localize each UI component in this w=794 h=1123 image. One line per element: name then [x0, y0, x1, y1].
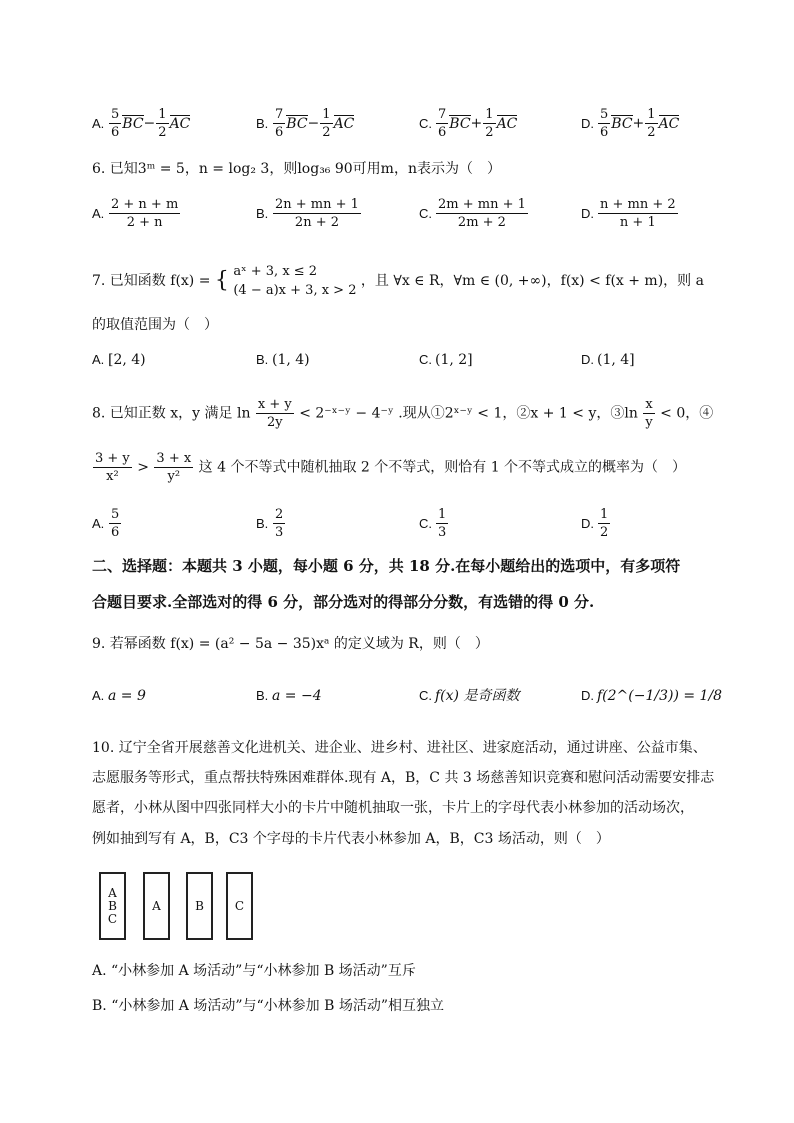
option-frac — [436, 506, 448, 541]
option-frac — [109, 506, 121, 541]
vector-ac: AC — [496, 115, 518, 132]
coef-b-den: 2 — [322, 125, 331, 140]
coef-b-den: 2 — [485, 125, 494, 140]
q8-option-d[interactable] — [581, 506, 611, 541]
q5-option-d[interactable] — [581, 106, 679, 141]
option-letter: C. — [419, 115, 432, 131]
option-frac-num: n + mn + 2 — [600, 197, 676, 212]
vector-bc: BC — [449, 115, 471, 132]
q8-stem-line1 — [92, 396, 713, 431]
option-letter: B. — [256, 352, 269, 367]
q8-text-a: 8. 已知正数 x，y 满足 ln — [92, 405, 251, 422]
vector-bc: BC — [122, 115, 144, 132]
q7-cases — [233, 262, 356, 300]
coef-b-num: 1 — [485, 107, 494, 122]
q7-option-a[interactable] — [92, 350, 146, 370]
option-letter: C. — [419, 515, 432, 531]
coef-a — [109, 106, 121, 141]
option-letter: D. — [581, 352, 594, 367]
option-letter: C. — [419, 352, 432, 367]
q7-prefix: 7. 已知函数 f(x) = — [92, 273, 211, 289]
q8-text-c: < 0，④ — [660, 405, 714, 422]
operator: + — [470, 115, 483, 132]
option-frac-num: 2 — [275, 507, 284, 522]
q9-stem: 9. 若幂函数 f(x) = (a² − 5a − 35)xᵃ 的定义域为 R，则（ ） — [92, 636, 489, 652]
coef-b-den: 2 — [158, 125, 167, 140]
q7-case1: aˣ + 3, x ≤ 2 — [233, 264, 318, 279]
section2-line2: 合题目要求.全部选对的得 6 分，部分选对的得部分分数，有选错的得 0 分. — [92, 593, 595, 611]
q8-option-b[interactable] — [256, 506, 286, 541]
option-frac-num: 2m + mn + 1 — [438, 197, 526, 212]
option-frac — [273, 196, 361, 231]
option-letter: B. — [256, 115, 269, 131]
card-abc: A B C — [99, 872, 126, 940]
option-text: f(2^(−1/3)) = 1/8 — [597, 688, 723, 704]
option-letter: D. — [581, 515, 594, 531]
q6-option-b[interactable] — [256, 196, 362, 231]
q7-stem-line2: 的取值范围为（ ） — [92, 317, 218, 333]
q10-option-b: B. “小林参加 A 场活动”与“小林参加 B 场活动”相互独立 — [92, 998, 445, 1014]
card-a: A — [143, 872, 170, 940]
coef-a-num: 7 — [275, 107, 284, 122]
section2-line1: 二、选择题：本题共 3 小题，每小题 6 分，共 18 分.在每小题给出的选项中，有多项符 — [92, 557, 681, 575]
q8-frac2: $\frac{x}{y}$ — [645, 397, 653, 430]
coef-a — [273, 106, 285, 141]
operator: + — [632, 115, 645, 132]
coef-b — [156, 106, 168, 141]
coef-a-num: 5 — [600, 107, 609, 122]
coef-a-den: 6 — [275, 125, 284, 140]
coef-a-num: 7 — [438, 107, 447, 122]
option-frac-num: 2n + mn + 1 — [275, 197, 359, 212]
coef-a-den: 6 — [438, 125, 447, 140]
option-letter: B. — [256, 515, 269, 531]
coef-b-num: 1 — [322, 107, 331, 122]
option-frac-den: 2 — [600, 525, 609, 540]
q10-line3: 愿者，小林从图中四张同样大小的卡片中随机抽取一张，卡片上的字母代表小林参加的活动场次， — [92, 800, 694, 816]
q9-option-b[interactable] — [256, 686, 322, 706]
option-frac-den: n + 1 — [619, 215, 656, 230]
option-text: (1, 2] — [435, 352, 473, 368]
q9-option-a[interactable] — [92, 686, 146, 706]
coef-b — [320, 106, 332, 141]
option-frac — [109, 196, 180, 231]
card-b: B — [186, 872, 213, 940]
option-letter: D. — [581, 688, 594, 703]
option-text: [2, 4) — [108, 352, 146, 368]
vector-ac: AC — [169, 115, 191, 132]
coef-b-num: 1 — [158, 107, 167, 122]
vector-bc: BC — [611, 115, 633, 132]
q5-option-b[interactable] — [256, 106, 354, 141]
card-c: C — [226, 872, 253, 940]
option-frac-num: 2 + n + m — [111, 197, 179, 212]
q10-line2: 志愿服务等形式，重点帮扶特殊困难群体.现有 A，B，C 共 3 场慈善知识竞赛和慰问活动需要安排志 — [92, 770, 715, 786]
option-text: (1, 4] — [597, 352, 635, 368]
option-text: a = −4 — [272, 688, 322, 704]
option-frac-num: 1 — [600, 507, 609, 522]
coef-b — [645, 106, 657, 141]
coef-a — [436, 106, 448, 141]
vector-ac: AC — [658, 115, 680, 132]
q8-frac1: $\frac{x + y}{2y}$ — [257, 397, 292, 430]
coef-a-num: 5 — [111, 107, 120, 122]
option-letter: A. — [92, 352, 105, 367]
operator: − — [143, 115, 156, 132]
q9-option-c[interactable] — [419, 686, 519, 706]
q8-text-b: < 2⁻ˣ⁻ʸ − 4⁻ʸ .现从①2ˣ⁻ʸ < 1，②x + 1 < y，③ln — [299, 405, 638, 422]
q8-gt: > — [137, 459, 149, 476]
q8-stem-line2 — [92, 450, 686, 485]
coef-b-num: 1 — [647, 107, 656, 122]
q8-option-a[interactable] — [92, 506, 122, 541]
q7-option-c[interactable] — [419, 350, 473, 370]
q8-frac4: $\frac{3 + x}{\text{y²}}$ — [156, 451, 192, 484]
option-frac-num: 1 — [438, 507, 447, 522]
coef-b-den: 2 — [647, 125, 656, 140]
vector-ac: AC — [333, 115, 355, 132]
q7-case2: (4 − a)x + 3, x > 2 — [233, 283, 357, 298]
option-letter: B. — [256, 205, 269, 221]
q10-line1: 10. 辽宁全省开展慈善文化进机关、进企业、进乡村、进社区、进家庭活动，通过讲座、公益市集、 — [92, 740, 707, 756]
q8-frac3: $\frac{3 + y}{\text{x²}}$ — [95, 451, 130, 484]
coef-a-den: 6 — [111, 125, 120, 140]
option-frac-den: 2m + 2 — [457, 215, 506, 230]
option-frac-num: 5 — [111, 507, 120, 522]
option-letter: A. — [92, 688, 105, 703]
option-frac-den: 2 + n — [126, 215, 163, 230]
q5-option-c[interactable] — [419, 106, 517, 141]
option-frac-den: 3 — [438, 525, 447, 540]
q8-text-d: 这 4 个不等式中随机抽取 2 个不等式，则恰有 1 个不等式成立的概率为（ ） — [198, 459, 687, 476]
q6-stem: 6. 已知3ᵐ = 5，n = log₂ 3，则log₃₆ 90可用m，n表示为（ ） — [92, 161, 501, 177]
q5-option-a[interactable] — [92, 106, 190, 141]
option-letter: A. — [92, 115, 105, 131]
q7-brace: { — [214, 268, 229, 293]
q7-option-d[interactable] — [581, 350, 635, 370]
option-frac — [436, 196, 528, 231]
q8-option-c[interactable] — [419, 506, 449, 541]
q10-line4: 例如抽到写有 A，B，C3 个字母的卡片代表小林参加 A，B，C3 场活动，则（ ） — [92, 831, 610, 847]
q7-option-b[interactable] — [256, 350, 310, 370]
option-letter: A. — [92, 205, 105, 221]
option-letter: C. — [419, 688, 432, 703]
q10-option-a: A. “小林参加 A 场活动”与“小林参加 B 场活动”互斥 — [92, 963, 416, 979]
coef-b — [483, 106, 495, 141]
option-frac — [598, 196, 678, 231]
option-letter: A. — [92, 515, 105, 531]
option-frac — [598, 506, 610, 541]
option-frac-den: 6 — [111, 525, 120, 540]
option-frac — [273, 506, 285, 541]
operator: − — [307, 115, 320, 132]
q6-option-a[interactable] — [92, 196, 181, 231]
option-text: f(x) 是奇函数 — [435, 688, 520, 704]
option-frac-den: 3 — [275, 525, 284, 540]
coef-a — [598, 106, 610, 141]
coef-a-den: 6 — [600, 125, 609, 140]
option-letter: B. — [256, 688, 269, 703]
vector-bc: BC — [286, 115, 308, 132]
q9-option-d[interactable] — [581, 686, 722, 706]
option-letter: D. — [581, 115, 594, 131]
option-letter: D. — [581, 205, 594, 221]
q7-suffix: ，且 ∀x ∈ R，∀m ∈ (0, +∞)，f(x) < f(x + m)，则 a — [360, 273, 704, 289]
q6-option-c[interactable] — [419, 196, 529, 231]
q7-stem-line1 — [92, 262, 704, 300]
option-frac-den: 2n + 2 — [294, 215, 339, 230]
q6-option-d[interactable] — [581, 196, 679, 231]
option-text: a = 9 — [108, 688, 146, 704]
option-letter: C. — [419, 205, 432, 221]
option-text: (1, 4) — [272, 352, 310, 368]
